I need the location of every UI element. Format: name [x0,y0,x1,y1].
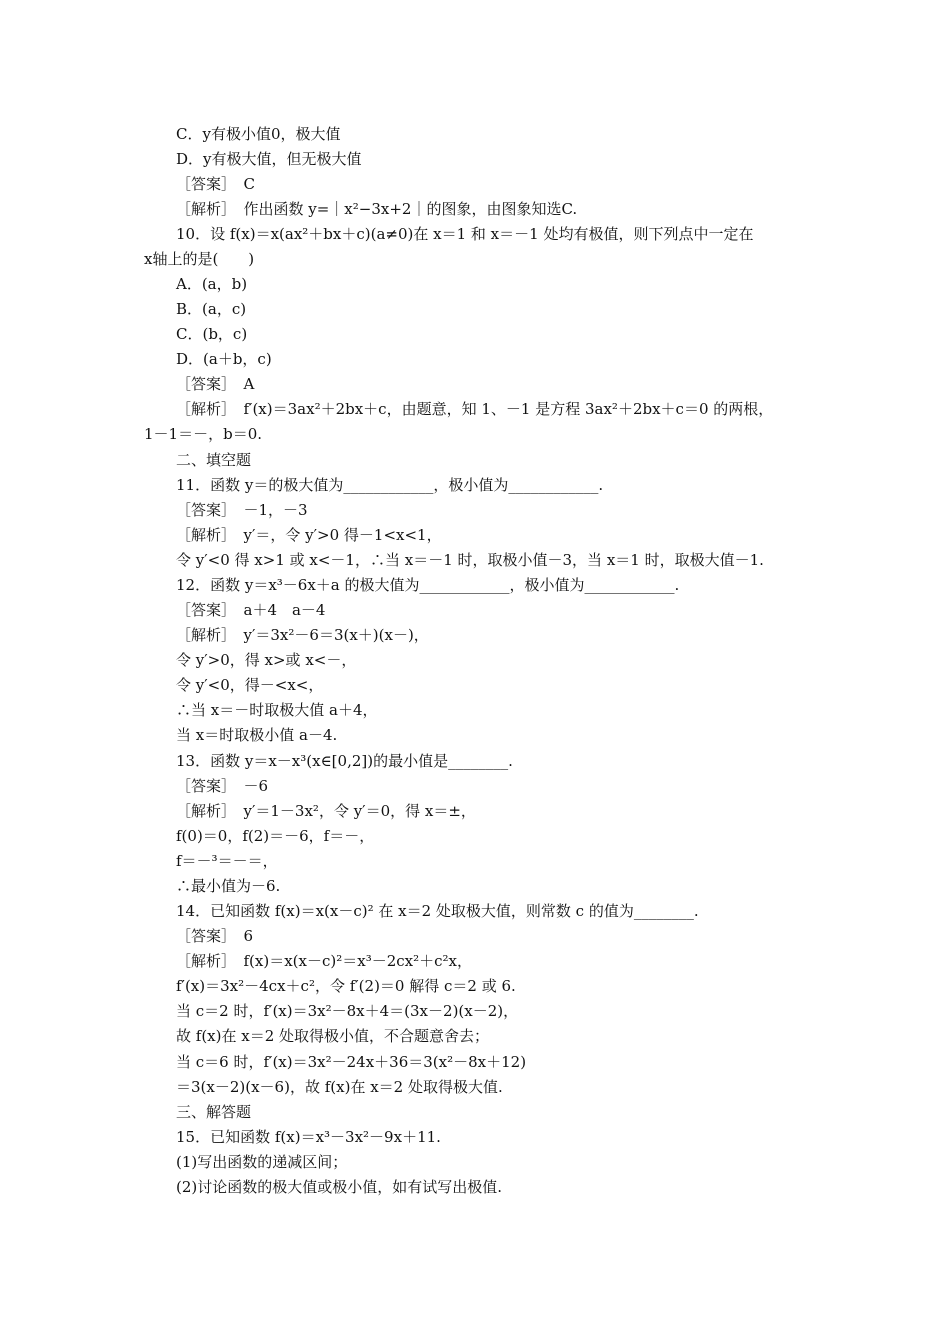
answer-line: ［答案］ a＋4 a－4 [176,601,326,619]
analysis-cont: f(0)＝0，f(2)＝－6，f＝－， [176,827,375,845]
option-d-line: D．(a＋b，c) [176,350,272,368]
analysis-cont: 令 y′<0，得－<x<， [176,676,324,694]
option-b-line: B．(a，c) [176,300,247,318]
analysis-line: ［解析］ y′＝，令 y′>0 得－1<x<1， [176,526,442,544]
question-10: 10．设 f(x)＝x(ax²＋bx＋c)(a≠0)在 x＝1 和 x＝－1 处均有极值，则下列点中一定在 [176,225,754,243]
question-10-cont: x轴上的是( ) [144,250,255,268]
question-15-part-2: (2)讨论函数的极大值或极小值，如有试写出极值. [176,1178,503,1196]
option-c-line: C．y有极小值0，极大值 [176,125,341,143]
analysis-line: ［解析］ f′(x)＝3ax²＋2bx＋c，由题意，知 1、－1 是方程 3ax²＋2bx＋c＝0 的两根， [176,400,774,418]
question-12: 12．函数 y＝x³－6x＋a 的极大值为____________，极小值为____________. [176,576,680,594]
analysis-cont: ∴最小值为－6. [176,877,281,895]
answer-line: ［答案］ －1，－3 [176,501,308,519]
answer-line: ［答案］ 6 [176,927,254,945]
section-heading: 二、填空题 [176,451,252,469]
option-a-line: A．(a，b) [176,275,248,293]
analysis-cont: ＝3(x－2)(x－6)，故 f(x)在 x＝2 处取得极大值. [176,1078,503,1096]
analysis-cont: 1－1＝－，b＝0. [144,425,263,443]
question-13: 13．函数 y＝x－x³(x∈[0,2])的最小值是________. [176,752,513,770]
analysis-line: ［解析］ 作出函数 y=｜x²−3x+2｜的图象，由图象知选C. [176,200,578,218]
answer-line: ［答案］ －6 [176,777,269,795]
analysis-cont: f′(x)＝3x²－4cx＋c²，令 f′(2)＝0 解得 c＝2 或 6. [176,977,516,995]
question-11: 11．函数 y＝的极大值为____________，极小值为____________. [176,476,604,494]
analysis-cont: 当 x＝时取极小值 a－4. [176,726,338,744]
analysis-cont: ∴当 x＝－时取极大值 a＋4， [176,701,378,719]
analysis-line: ［解析］ y′＝3x²－6＝3(x＋)(x－)， [176,626,429,644]
analysis-line: ［解析］ f(x)＝x(x－c)²＝x³－2cx²＋c²x， [176,952,473,970]
analysis-line: ［解析］ y′＝1－3x²，令 y′＝0，得 x＝±， [176,802,476,820]
analysis-cont: 当 c＝2 时，f′(x)＝3x²－8x＋4＝(3x－2)(x－2)， [176,1002,519,1020]
option-d-line: D．y有极大值，但无极大值 [176,150,362,168]
question-15: 15．已知函数 f(x)＝x³－3x²－9x＋11. [176,1128,441,1146]
analysis-cont: 当 c＝6 时，f′(x)＝3x²－24x＋36＝3(x²－8x＋12) [176,1053,527,1071]
question-15-part-1: (1)写出函数的递减区间； [176,1153,348,1171]
section-heading: 三、解答题 [176,1103,252,1121]
option-c-line: C．(b，c) [176,325,248,343]
question-14: 14．已知函数 f(x)＝x(x－c)² 在 x＝2 处取极大值，则常数 c 的值为________. [176,902,699,920]
analysis-cont: 故 f(x)在 x＝2 处取得极小值，不合题意舍去； [176,1027,490,1045]
analysis-cont: 令 y′<0 得 x>1 或 x<－1，∴当 x＝－1 时，取极小值－3，当 x＝1 时，取极大值－1. [176,551,764,569]
analysis-cont: 令 y′>0，得 x>或 x<－， [176,651,357,669]
answer-line: ［答案］ A [176,375,255,393]
analysis-cont: f＝－³＝－＝， [176,852,278,870]
answer-line: ［答案］ C [176,175,255,193]
